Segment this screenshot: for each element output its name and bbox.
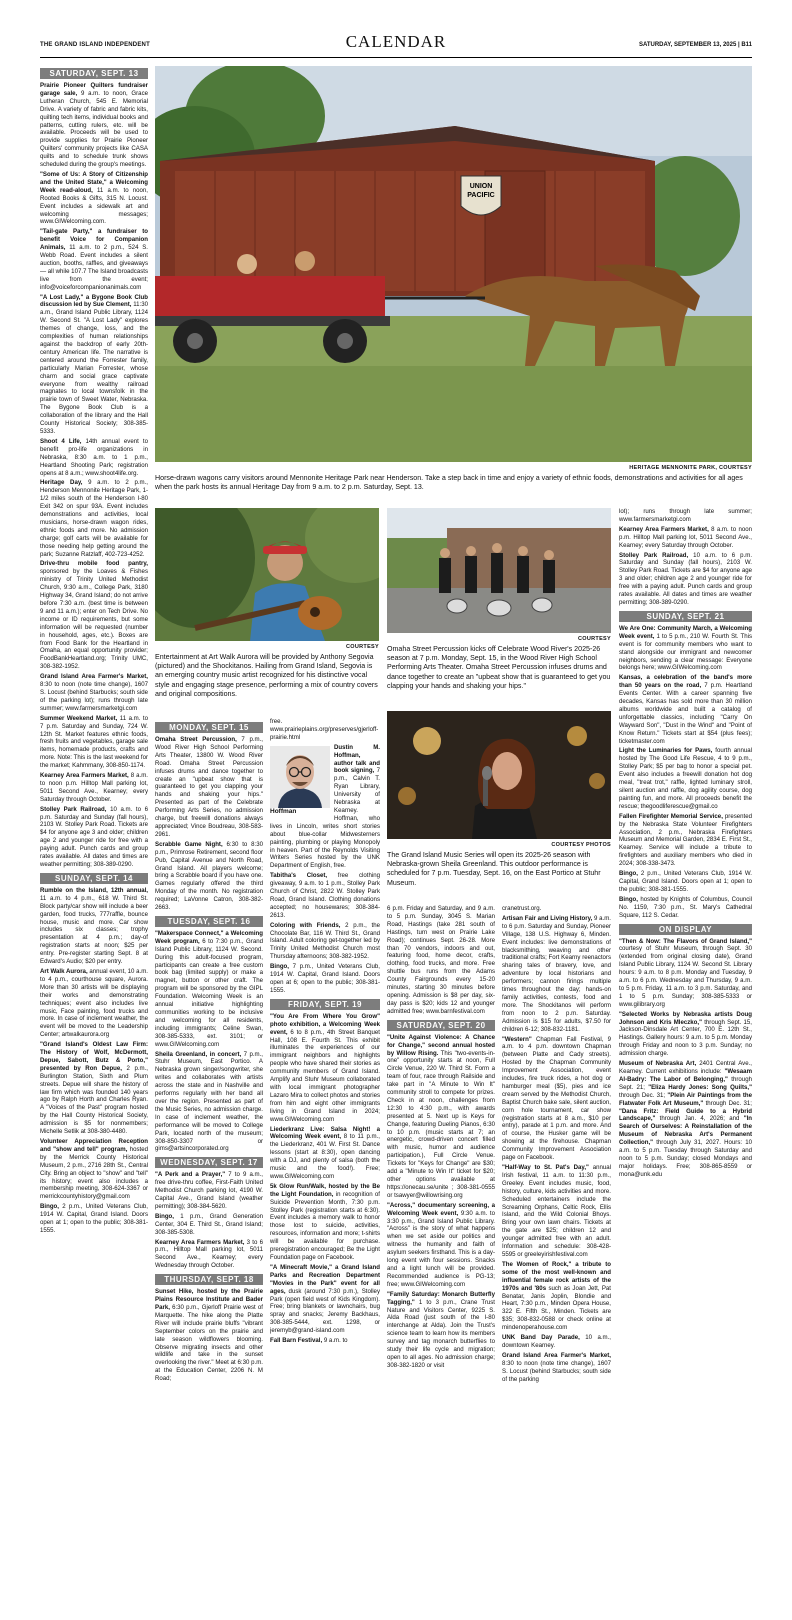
calendar-event: "Makerspace Connect," a Welcoming Week program, 6 to 7:30 p.m., Grand Island Public Library, 1124 W. Second. During this adult-focused program, participants can create a free custom book bag (limited supply) or make a magnet, button or other craft. The program will be sponsored by the GIPL Foundation. Welcoming Week is an annual initiative highlighting communities working to be inclusive and welcoming for all residents, including immigrants; Celine Swan, 308-385-5333, ext. 3101; or www.GIWelcoming.com: [155, 929, 263, 1048]
calendar-event: Liederkranz Live: Salsa Night! a Welcoming Week event, 8 to 11 p.m., the Liederkranz, 401 W. First St. Dance lessons (start at 8:30), open dancing with a DJ, and plenty of salsa (both the music and the food!). Free; www.GIWelcoming.com: [270, 1125, 380, 1180]
calendar-event: We Are One: Community March, a Welcoming Week event, 1 to 5 p.m., 210 W. Fourth St. This event is for community members who want to stand alongside our immigrant and newcomer neighbors, sending a clear message: Everyone belongs here; www.GIWelcoming.com: [619, 624, 752, 672]
calendar-event: Dustin M. Hoffman, author talk and book signing, 7 p.m., Calvin T. Ryan Library, University of Nebraska at Kearney. Hoffman, who lives in Lincoln, writes short stories about blue-collar Midwesterners painting, plumbing or playing Monopoly in heaven. Part of the Reynolds Visiting Writers Series hosted by the UNK Department of English, free.: [270, 743, 380, 870]
section-header: ON DISPLAY: [619, 924, 752, 935]
calendar-event: Drive-thru mobile food pantry, sponsored by the Loaves & Fishes ministry of Trinity United Methodist Church, 9:30 a.m., College Park, 3180 Highway 34, Grand Island; do not arrive before 7:30 a.m. (best time is between 9 and 11 a.m.); enter on Tech Drive. No income or ID requirements, but some information will be requested (number in household, ages, etc.). Boxes are from Food Bank for the Heartland in Omaha, an equal opportunity provider; FoodBankHeartland.org; Trinity UMC, 308-382-1952.: [40, 560, 148, 671]
masthead: [40, 30, 752, 58]
drums-credit: COURTESY: [578, 636, 611, 642]
calendar-event: Museum of Nebraska Art, 2401 Central Ave., Kearney. Current exhibitions include: "Wesaam Al-Badry: The Labor of Belonging," through Sept. 21; "Eliza Hardy Jones: Song Quilts," through Dec. 31; "Plein Air Paintings from the Flatwater Folk Art Museum," through Dec. 31; "Dana Fritz: Field Guide to a Hybrid Landscape," through Jan. 4, 2026; and "In Search of Ourselves: A Reinstallation of the Museum of Nebraska Art's Permanent Collection," through July 31, 2027. Hours: 10 a.m. to 5 p.m. Tuesday through Saturday and noon to 5 p.m. Sunday; closed Mondays and major holidays. Free; 308-865-8559 or mona@unk.edu: [619, 1060, 752, 1178]
calendar-event: Stolley Park Railroad, 10 a.m. to 6 p.m. Saturday and Sunday (fall hours), 2103 W. Stolley Park Road. Tickets are $4 for anyone age 3 and older; children age 2 and younger ride for free with a paying adult. Punch cards and group rates available. All dates and times are weather permitting; 308-389-0290.: [619, 551, 752, 606]
guitar-caption: Entertainment at Art Walk Aurora will be provided by Anthony Segovia (pictured) and the Shockitanos. Hailing from Grand Island, Segovia is an emerging country music artist recognized for his distinctive vocal style and engaging stage presence, performing a mix of country covers and original compositions.: [155, 653, 378, 698]
calendar-event: Prairie Pioneer Quilters fundraiser garage sale, 9 a.m. to noon, Grace Lutheran Church, 545 E. Memorial Drive. A variety of fabric and fabric kits, quilting tech items, individual books and patterns, cutting rulers, etc. will be available. Proceeds will be used to provide supplies for Prairie Pioneer Quilters' community projects like CASA quilts and to schedule trunk shows scheduled during the group's meetings.: [40, 82, 148, 169]
calendar-event: "A Perk and a Prayer," 7 to 9 a.m., free drive-thru coffee, First-Faith United Methodist Church parking lot, 4190 W. Capital Ave., Grand Island (weather permitting); 308-384-5620.: [155, 1171, 263, 1210]
column-1: [40, 64, 148, 1599]
calendar-event: Fallen Firefighter Memorial Service, presented by the Nebraska State Volunteer Firefighters Association, 2 p.m., Nebraska Firefighters Museum and Memorial Garden, 2834 E. First St., Kearney. Service will include a tribute to firefighters and auxiliary members who died in 2024; 308-338-3473.: [619, 812, 752, 868]
author-portrait: [270, 746, 330, 818]
day-header: SUNDAY, SEPT. 21: [619, 611, 752, 622]
calendar-event: Bingo, 2 p.m., United Veterans Club, 1914 W. Capital, Grand Island. Doors open at 1; open to the public; 308-381-1555.: [40, 1203, 148, 1234]
calendar-event: Bingo, 7 p.m., United Veterans Club, 1914 W. Capital, Grand Island. Doors open at 6; open to the public; 308-381-1555.: [270, 963, 380, 994]
calendar-event: Artisan Fair and Living History, 9 a.m. to 6 p.m. Saturday and Sunday, Pioneer Village, 138 U.S. Highway 6, Minden. Event includes: live demonstrations of blacksmithing, weaving and other traditional crafts; Fort Kearny reenactors sharing tales of bravery, love, and adventure by local historians and performers; cannon firings multiple times throughout the day; hands-on family activities, contests, food and more. The Shockitanos will perform from noon to 2 p.m. Saturday. Admission is $15 for adults, $7.50 for children 6-12; 308-832-1181.: [502, 914, 611, 1033]
newspaper-name: THE GRAND ISLAND INDEPENDENT: [40, 42, 150, 48]
calendar-event: UNK Band Day Parade, 10 a.m., downtown Kearney.: [502, 1334, 611, 1349]
calendar-event: Kearney Area Farmers Market, 3 to 6 p.m., Hilltop Mall parking lot, 5011 Second Ave., Kearney; every Wednesday through October.: [155, 1238, 263, 1270]
calendar-event: "Unite Against Violence: A Chance for Change," second annual hosted by Willow Rising. This "two-events-in-one" opportunity starts at noon, Full Circle Venue, 220 W. Third St. Form a team of four, race through Railside and take part in "A Minute to Win It" community stroll to compete for prizes. Check in at noon, challenges from 12:30 to 4:30 p.m., with awards presented at 5. Next up is Keys for Change, featuring Dueling Pianos, 6:30 to 10 p.m. (music starts at 7; an energetic, crowd-driven concert filled with music, humor and audience participation.), Full Circle Venue. Tickets for "Keys for Change" are $30; add a "Minute to Win It" ticket for $20; other options available at https://onecau.se/unite ; 308-381-0555 or tsawyer@willowrising.org: [387, 1033, 495, 1199]
singer-credit: COURTESY PHOTOS: [551, 842, 611, 848]
calendar-event: "Then & Now: The Flavors of Grand Island," courtesy of Stuhr Museum, through Sept. 30 (extended from original closing date), Grand Island Public Library, 1124 W. Second St. Library hours: 9 a.m. to 8 p.m. Monday and Tuesday, 9 a.m. to 6 p.m. Wednesday and Thursday, 9 a.m. to 5 p.m. Friday, 11 a.m. to 3 p.m. Saturday, and 1 to 5 p.m. Sunday; 308-385-5333 or www.gilibrary.org: [619, 937, 752, 1008]
calendar-event: Art Walk Aurora, annual event, 10 a.m. to 4 p.m., courthouse square, Aurora. More than 30 artists will be displaying their works and demonstrating techniques; event also includes live music, Face painting, food trucks and more. In case of inclement weather, the event will be moved to the Leadership Center; artwalkaurora.org: [40, 967, 148, 1039]
svg-text:UNION: UNION: [469, 183, 493, 190]
calendar-event: Rumble on the Island, 12th annual, 11 a.m. to 4 p.m., 618 W. Third St. Block party/car show will include a beer garden, food trucks, 777raffle, bounce house, music and more. Car show includes six classes; trophy presentation at 4 p.m.; day-of registration starts at noon; $25 per entry. Pre-register starting Sept. 8 at Edward's Audio; $20 per entry.: [40, 886, 148, 966]
train-car-photo: [155, 66, 752, 462]
singer-caption: The Grand Island Music Series will open its 2025-26 season with Nebraska-grown Sheila Greenland. This outdoor performance is scheduled for 7 p.m. Tuesday, Sept. 16, on the East Portico at Stuhr Museum.: [387, 851, 601, 887]
guitar-credit: COURTESY: [346, 644, 379, 650]
hero-credit: HERITAGE MENNONITE PARK, COURTESY: [629, 465, 752, 471]
calendar-event: Omaha Street Percussion, 7 p.m., Wood River High School Performing Arts Theater, 13800 W. Wood River Road. Omaha Street Percussion infuses drums and dance together to create an "upbeat show that is guaranteed to get you clapping your hands and shaking your hips." Presented as part of the Celebrate Performing Arts Series, no admission charge, but freewill donations always appreciated; Vince Boudreau, 308-583-2961.: [155, 736, 263, 838]
calendar-event: Fall Barn Festival, 9 a.m. to: [270, 1337, 348, 1345]
calendar-event: Coloring with Friends, 2 p.m., the Chocolate Bar, 116 W. Third St., Grand Island. Adult coloring get-together led by Trinity United Methodist Church most Thursday afternoons; 308-382-1952.: [270, 921, 380, 961]
column-3: [270, 718, 380, 1600]
calendar-event: Sunset Hike, hosted by the Prairie Plains Resource Institute and Bader Park, 6:30 p.m., Gjerloff Prairie west of Marquette. The hike along the Platte River will include prairie bluffs "vibrant September colors on the prairie and late season wildflowers blooming. Observe migrating insects and other wildlife and take in the sunset overlooking the river." Meet at 6:30 p.m. at the Education Center, 2206 N. M Road;: [155, 1288, 263, 1383]
day-header: THURSDAY, SEPT. 18: [155, 1274, 263, 1285]
drum-group-photo: [387, 508, 611, 633]
calendar-event: Bingo, 2 p.m., United Veterans Club, 1914 W. Capital, Grand Island. Doors open at 1; open to the public; 308-381-1555.: [619, 870, 752, 893]
calendar-event: "Selected Works by Nebraska artists Doug Johnson and Kris Mleczko," through Sept. 15, Jackson-Dinsdale Art Center, 700 E. 12th St., Hastings. Gallery hours: 9 a.m. to 5 p.m. Monday through Friday and noon to 3 p.m. Sunday; no admission charge.: [619, 1010, 752, 1058]
calendar-event: Scrabble Game Night, 6:30 to 8:30 p.m., Primrose Retirement, second floor Pub, Capital Avenue and North Road, Grand Island. All players welcome; bring a Scrabble board if you have one. Games regularly offered the third Monday of the month. No registration required; LaVonne Catron, 308-382-2663.: [155, 840, 263, 912]
day-header: MONDAY, SEPT. 15: [155, 722, 263, 733]
calendar-event: 6 p.m. Friday and Saturday, and 9 a.m. to 5 p.m. Sunday, 3045 S. Marian Road, Hastings (take 281 south of Hastings, turn west on Prairie Lake Road); continues Sept. 26-28. More than 70 vendors, indoors and out, featuring food, home decor, crafts, clothing, food trucks, and more. Free shuttle bus runs from the Adams County Fairgrounds every 15-20 minutes, starting 30 minutes before opening. Admission is $8 per day, six-day pass is $20; kids 12 and younger admitted free; www.barnfestival.com: [387, 905, 495, 1015]
calendar-event: "Across," documentary screening, a Welcoming Week event, 9:30 a.m. to 3:30 p.m., Grand Island Public Library. "Across" is the story of what happens when we set aside our politics and witness the humanity and faith of asylum seekers firsthand. This is a day-long event with four sessions. Snacks and a light lunch will be provided. Recommended audience is PG-13; free; www.GIWelcoming.com: [387, 1201, 495, 1288]
calendar-event: "Family Saturday: Monarch Butterfly Tagging," 1 to 3 p.m., Crane Trust Nature and Visitors Center, 9225 S. Alda Road (just south of the I-80 interchange at Alda). Join the Trust's science team to learn how its members survey and tag monarch butterflies to study their life cycle and migration; open to all ages. No admission charge; 308-382-1820 or visit: [387, 1290, 495, 1369]
drums-caption: Omaha Street Percussion kicks off Celebrate Wood River's 2025-26 season at 7 p.m. Monday, Sept. 15, in the Wood River High School Performing Arts Theater. Omaha Street Percussion infuses drums and dance together to create an "upbeat show that is guaranteed to get you clapping your hands and shaking your hips.": [387, 645, 611, 690]
calendar-event: lot); runs through late summer; www.farmersmarketgi.com: [619, 508, 752, 523]
column-2: [155, 718, 263, 1600]
calendar-event: Summer Weekend Market, 11 a.m. to 7 p.m. Saturday and Sunday, 724 W. 12th St. Market features ethnic foods, fresh fruits and vegetables, garage sale items, homemade products, crafts and more. Note: This is the last weekend for the market; Kahmmany, 308-850-1174.: [40, 714, 148, 770]
calendar-event: Grand Island Area Farmer's Market, 8:30 to noon (note time change), 1607 S. Locust (behind Starbucks; south side of the parking lot); runs through late summer; www.farmersmarketgi.com: [40, 673, 148, 712]
column-4: [387, 905, 495, 1600]
hero-caption: Horse-drawn wagons carry visitors around Mennonite Heritage Park near Henderson. Take a step back in time and enjoy a variety of ethnic foods, demonstrations and activities for all ages when the park hosts its annual Heritage Day from 9 a.m. to 2 p.m. Saturday, Sept. 13.: [155, 474, 743, 492]
calendar-event: "Half-Way to St. Pat's Day," annual Irish festival, 11 a.m. to 11:30 p.m., Greeley. Event includes music, food, history, culture, kids activities and more. Scheduled entertainers include the Screaming Orphans, Celtic Rock, Ellis Island, and the Wild Colonial Bhoys. Bring your own lawn chairs. Tickets at the gate are $25; children 12 and younger admitted free with an adult. Information and schedule: 308-428-5595 or greeleyirishfestival.com: [502, 1164, 611, 1258]
calendar-event: free. www.prairieplains.org/preserves/gjerloff-prairie.html: [270, 718, 379, 741]
calendar-event: cranetrust.org.: [502, 905, 542, 912]
calendar-event: Heritage Day, 9 a.m. to 2 p.m., Henderson Mennonite Heritage Park, 1-1/2 miles south of the Henderson I-80 Exit 342 on spur 93A. Event includes demonstrations and activities, local musicians, horse-drawn wagon rides, ethnic foods and more. No admission charge; golf carts will be available for those needing help getting around the park; Suzanne Ratzlaff, 402-723-4252.: [40, 479, 148, 558]
calendar-event: Grand Island Area Farmer's Market, 8:30 to noon (note time change), 1607 S. Locust (behind Starbucks; south side of the parking: [502, 1351, 611, 1383]
calendar-event: "A Lost Lady," a Bygone Book Club discussion led by Sue Clement, 11:30 a.m., Grand Island Public Library, 1124 W. Second St. "A Lost Lady" explores themes of change, loss, and the complexities of human relationships against the backdrop of early 20th-century American life. The narrative is centered around the Forrester family, particularly Marian Forrester, whose charm and social grace captivate everyone from wealthy railroad magnates to local townsfolk in the prairie town of Sweet Water, Nebraska. The Bygone Book Club is a collaboration of the library and the Hall County Historical Society; 308-385-5333.: [40, 293, 148, 435]
calendar-event: Stolley Park Railroad, 10 a.m. to 6 p.m. Saturday and Sunday (fall hours), 2103 W. Stolley Park Road. Tickets are $4 for anyone age 3 and older; children age 2 and younger ride for free with a paying adult. Punch cards and group rates available. All dates and times are weather permitting; 308-389-0290.: [40, 805, 148, 868]
calendar-event: Light the Luminaries for Paws, fourth annual hosted by The Good Life Rescue, 4 to 9 p.m., Stolley Park; $5 per bag to honor a special pet. Event also includes a freewill donation hot dog meal, "treat trot," raffle, lighted luminary stroll, silent auction and raffle, dog agility course, dog painting fun, and more. All proceeds benefit the rescue; thegoodliferescue@gmail.co: [619, 747, 752, 810]
day-header: FRIDAY, SEPT. 19: [270, 999, 380, 1010]
calendar-event: "Tail-gate Party," a fundraiser to benefit Voice for Companion Animals, 11 a.m. to 2 p.m., 524 S. Webb Road. Event includes a silent auction, booths, raffles, and giveaways — all while 107.7 The Island broadcasts live from the event; info@voiceforcompanionanimals.com: [40, 228, 148, 291]
calendar-event: Kearney Area Farmers Market, 8 a.m. to noon p.m. Hilltop Mall parking lot, 5011 Second Ave., Kearney; every Saturday through October.: [619, 525, 752, 549]
day-header: SATURDAY, SEPT. 13: [40, 68, 148, 79]
calendar-event: Shoot 4 Life, 14th annual event to benefit pro-life organizations in Nebraska, 8:30 a.m. to 1 p.m., Heartland Shooting Park; registration opens at 8 a.m.; www.shoot4life.org.: [40, 437, 148, 477]
calendar-event: "Some of Us: A Story of Citizenship and the United State," a Welcoming Week read-aloud, 11 a.m. to noon, Rooted Books & Gifts, 315 N. Locust. Event includes a sidewalk art and welcoming messages; www.GIWelcoming.com.: [40, 170, 148, 226]
calendar-event: "Grand Island's Oldest Law Firm: The History of Wolf, McDermott, Depue, Sabott, Butz & Porto," presented by Ron Depue, 2 p.m., Burlington Station, Sixth and Plum streets. Depue will share the history of law firm which was founded 140 years ago by Ralph Horth and Charles Ryan. A "Voices of the Past" program hosted by the Hall County Historical Society, admission is $5 for nonmembers; Michelle Setlik at 308-380-4480.: [40, 1041, 148, 1136]
day-header: TUESDAY, SEPT. 16: [155, 916, 263, 927]
calendar-event: 5k Glow Run/Walk, hosted by the Be the Light Foundation, in recognition of Suicide Prevention Month, 7:30 p.m. Stolley Park (registration starts at 6:30). Event includes a memory walk to honor those lost to suicide, activities, resources, information and more; t-shirts will be available for purchase. preregistration encouraged; Be the Light Foundation page on Facebook.: [270, 1182, 380, 1261]
calendar-event: Kearney Area Farmers Market, 8 a.m. to noon p.m. Hilltop Mall parking lot, 5011 Second Ave., Kearney; every Saturday through October.: [40, 772, 148, 803]
column-6: [619, 508, 752, 1600]
calendar-event: Bingo, hosted by Knights of Columbus, Council No. 1159, 7:30 p.m., St. Mary's Cathedral Square, 112 S. Cedar.: [619, 895, 752, 919]
singer-photo: [387, 711, 611, 839]
calendar-event: Tabitha's Closet, free clothing giveaway, 9 a.m. to 1 p.m., Stolley Park Church of Christ, 2822 W. Stolley Park Road, Grand Island. Clothing donations accepted; no housewares; 308-384-2613.: [270, 872, 380, 919]
guitarist-photo: [155, 508, 379, 641]
calendar-event: Kansas, a celebration of the band's more than 50 years on the road, 7 p.m. Heartland Events Center. With a career spanning five decades, Kansas has sold more than 30 million albums worldwide and built a catalog of unforgettable classics, including "Carry On Wayward Son", "Dust in the Wind" and "Point of Know Return." Tickets start at $54 (plus fees); ticketmaster.com: [619, 674, 752, 745]
calendar-event: "Western" Chapman Fall Festival, 9 a.m. to 4 p.m. downtown Chapman (between Platte and Cady streets). Hosted by the Chapman Community Improvement Association, event includes, fire truck rides, a hot dog or hamburger meal ($5), pies and ice cream served by the Methodist Church, Baptist Church bake sale, silent auction, corn hole tournament, car show (registration starts at 8 a.m., $10 per entry), parade at 1 p.m. and more. And of course, the Husker game will be showing at the firehouse. Chapman Community Improvement Association page on Facebook.: [502, 1035, 611, 1162]
calendar-event: Bingo, 1 p.m., Grand Generation Center, 304 E. Third St., Grand Island; 308-385-5308.: [155, 1212, 263, 1236]
calendar-event: Sheila Greenland, in concert, 7 p.m., Stuhr Museum, East Portico. A Nebraska grown singer/songwriter, she writes and collaborates with artists across the state and in Nashville and performs regularly with her band all over the region. Presented as part of the Music Series, no admission charge. In case of inclement weather, the performance will be moved to College Park, located north of the museum; 308-850-3307 or gims@artsincorporated.org: [155, 1050, 263, 1153]
day-header: SUNDAY, SEPT. 14: [40, 873, 148, 884]
svg-text:PACIFIC: PACIFIC: [467, 192, 495, 199]
day-header: WEDNESDAY, SEPT. 17: [155, 1157, 263, 1168]
date-page: SATURDAY, SEPTEMBER 13, 2025 | B11: [638, 42, 752, 48]
calendar-event: The Women of Rock," a tribute to some of the most well-known and influential female rock artists of the 1970s and '80s such as Joan Jett, Pat Benatar, Janis Joplin, Blondie and Heart, 7:30 p.m., Minden Opera House, 322 E. Fifth St., Minden. Tickets are $35; 308-832-0588 or check online at mindenoperahouse.com: [502, 1260, 611, 1332]
section-title: CALENDAR: [345, 32, 447, 51]
day-header: SATURDAY, SEPT. 20: [387, 1020, 495, 1031]
calendar-event: Volunteer Appreciation Reception and "show and tell" program, hosted by the Merrick County Historical Museum, 2 p.m., 2716 28th St., Central City. Bring an object to "show" and "tell" its history; event also includes a membership meeting, 308-624-3367 or merrickcountyhistory@gmail.com: [40, 1138, 148, 1201]
column-5: [502, 905, 611, 1600]
calendar-event: "A Minecraft Movie," a Grand Island Parks and Recreation Department "Movies in the Park" event for all ages, dusk (around 7:30 p.m.), Stolley Park (open field west of Kids Kingdom). Free; bring blankets or lawnchairs, bug spray and snacks; Jeremy Backhaus, 308-385-5444, ext. 1298, or jeremyb@grand-island.com: [270, 1263, 380, 1335]
calendar-event: "You Are From Where You Grow" photo exhibition, a Welcoming Week event, 6 to 8 p.m., 4th Street Banquet Hall, 108 E. Fourth St. This exhibit illuminates the experiences of our immigrant neighbors and highlights people who have shared their stories as community members of Grand Island. Amplify and Stuhr Museum collaborated with local immigrant photographer Lazaro Mira to collect photos and stories from him and eight other immigrants living in Grand Island in 2024; www.GIWelcoming.com: [270, 1012, 380, 1123]
author-name: Hoffman: [270, 807, 297, 815]
